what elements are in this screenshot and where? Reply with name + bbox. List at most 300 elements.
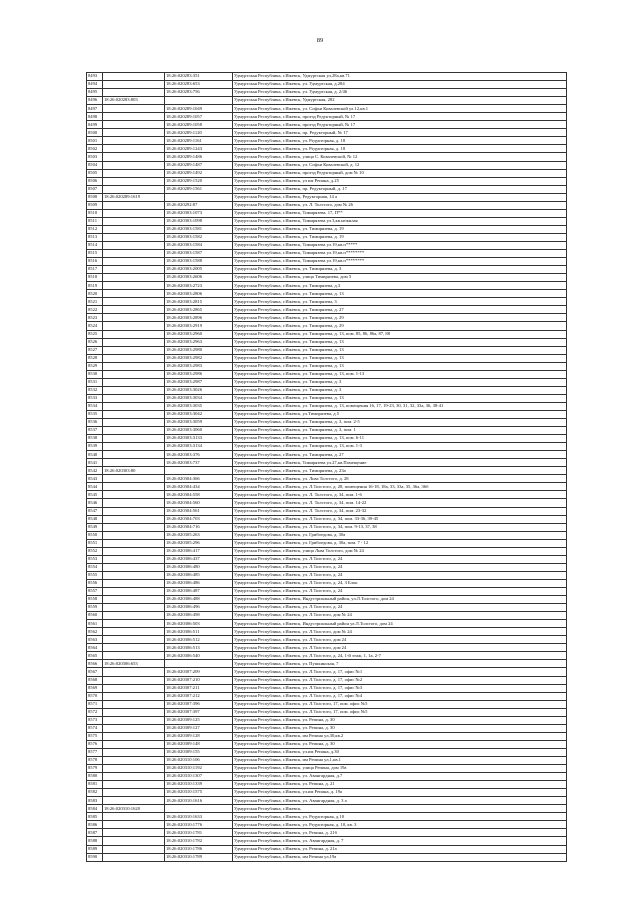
row-number-cell: 8493 <box>87 73 103 81</box>
table-row <box>87 81 567 89</box>
parcel-number-cell <box>103 837 165 845</box>
table-row <box>87 588 567 596</box>
row-number-cell: 8561 <box>87 620 103 628</box>
address-cell: Удмуртская Республика, г.Ижевск, ул. Удмуртская, д. 2/46 <box>233 89 567 97</box>
parcel-number-cell <box>103 73 165 81</box>
parcel-number-cell <box>103 354 165 362</box>
row-number-cell: 8534 <box>87 402 103 410</box>
table-row <box>87 209 567 217</box>
address-cell: Удмуртская Республика, г.Ижевск, ул. Репина, д. 21 <box>233 781 567 789</box>
row-number-cell: 8510 <box>87 209 103 217</box>
cadastral-number-cell: 18:26:020303:2865 <box>165 306 233 314</box>
address-cell: Удмуртская Республика, г.Ижевск, ул. Тимирязева, д. 3 <box>233 378 567 386</box>
table-row <box>87 563 567 571</box>
cadastral-number-cell: 18:26:020307:211 <box>165 684 233 692</box>
cadastral-number-cell: 18:26:020309:127 <box>165 724 233 732</box>
cadastral-number-cell: 18:26:020304:703 <box>165 515 233 523</box>
parcel-number-cell <box>103 732 165 740</box>
cadastral-number-cell: 18:26:020306:496 <box>165 604 233 612</box>
parcel-number-cell <box>103 748 165 756</box>
row-number-cell: 8507 <box>87 185 103 193</box>
row-number-cell: 8554 <box>87 563 103 571</box>
row-number-cell: 8567 <box>87 668 103 676</box>
row-number-cell: 8588 <box>87 837 103 845</box>
cadastral-number-cell: 18:26:020304:366 <box>165 475 233 483</box>
address-cell: Удмуртская Республика, г.Ижевск, улица Репина, дом 19а <box>233 765 567 773</box>
address-cell: Удмуртская Республика, г.Ижевск, ул. Л.Толстого, дом № 24 <box>233 612 567 620</box>
row-number-cell: 8514 <box>87 241 103 249</box>
table-row <box>87 483 567 491</box>
row-number-cell: 8581 <box>87 781 103 789</box>
parcel-number-cell <box>103 596 165 604</box>
address-cell: Удмуртская Республика, г.Ижевск, ул. Тимирязева, д. 27 <box>233 451 567 459</box>
parcel-number-cell <box>103 169 165 177</box>
table-row <box>87 467 567 475</box>
address-cell: Удмуртская Республика, г.Ижевск, им Репина ул,30,кв.2 <box>233 732 567 740</box>
table-row <box>87 250 567 258</box>
address-cell: Удмуртская Республика, г.Ижевск, пр. Редукторный, № 17 <box>233 129 567 137</box>
table-row <box>87 298 567 306</box>
address-cell: Удмуртская Республика, г.Ижевск, ул. Л. Толстого, д. 34, пом. 1-6 <box>233 491 567 499</box>
parcel-number-cell <box>103 209 165 217</box>
row-number-cell: 8564 <box>87 644 103 652</box>
table-row <box>87 306 567 314</box>
row-number-cell: 8520 <box>87 290 103 298</box>
parcel-number-cell <box>103 547 165 555</box>
address-cell: Удмуртская Республика, г.Ижевск, Тимирязева ул.3,кв.нежилая <box>233 217 567 225</box>
cadastral-number-cell: 18:26:020289:1120 <box>165 129 233 137</box>
table-row <box>87 362 567 370</box>
cadastral-number-cell: 18:26:020303:2982 <box>165 354 233 362</box>
table-row <box>87 97 567 105</box>
table-row <box>87 435 567 443</box>
parcel-number-cell: 18:26:020306:653 <box>103 660 165 668</box>
cadastral-number-cell: 18:26:020306:503 <box>165 620 233 628</box>
address-cell: Удмуртская Республика, г.Ижевск, ул. Л.Толстого, дом 24 <box>233 644 567 652</box>
parcel-number-cell <box>103 290 165 298</box>
table-row <box>87 845 567 853</box>
address-cell: Удмуртская Республика, г.Ижевск, проезд Редукторный, дом № 10 <box>233 169 567 177</box>
parcel-number-cell <box>103 499 165 507</box>
address-cell: Удмуртская Республика, г.Ижевск, ул. Редукторная, д. 18 <box>233 137 567 145</box>
parcel-number-cell <box>103 362 165 370</box>
row-number-cell: 8558 <box>87 596 103 604</box>
table-row <box>87 378 567 386</box>
cadastral-number-cell: 18:26:020303:2896 <box>165 314 233 322</box>
table-row <box>87 523 567 531</box>
row-number-cell: 8529 <box>87 362 103 370</box>
address-cell: Удмуртская Республика, г.Ижевск, ул. Тимирязева, д. 3, пом. 2-5 <box>233 419 567 427</box>
cadastral-number-cell: 18:26:020306:511 <box>165 628 233 636</box>
cadastral-number-cell: 18:26:020283:653 <box>165 81 233 89</box>
row-number-cell: 8543 <box>87 475 103 483</box>
address-cell: Удмуртская Республика, г.Ижевск, ул.им Репина, д. 19а <box>233 789 567 797</box>
address-cell: Удмуртская Республика, г.Ижевск, Удмуртская ул,28а,кв.71 <box>233 73 567 81</box>
address-cell: Удмуртская Республика, г.Ижевск, ул. Тимирязева, д. 13, помещения 16, 17, 19-23, 30, 31, 32, 33а, 36, 38-41 <box>233 402 567 410</box>
cadastral-number-cell: 18:26:020303:2005 <box>165 266 233 274</box>
table-row <box>87 555 567 563</box>
address-cell: Удмуртская Республика, г.Ижевск, ул. Тимирязева, д. 23а <box>233 467 567 475</box>
table-row <box>87 419 567 427</box>
address-cell: Удмуртская Республика, г.Ижевск, ул. Репина, д. 30 <box>233 716 567 724</box>
address-cell: Удмуртская Республика, г.Ижевск, им Репина ул,1,кв.1 <box>233 756 567 764</box>
table-row <box>87 660 567 668</box>
row-number-cell: 8502 <box>87 145 103 153</box>
parcel-number-cell <box>103 330 165 338</box>
parcel-number-cell <box>103 258 165 266</box>
table-row <box>87 459 567 467</box>
table-row <box>87 652 567 660</box>
address-cell: Удмуртская Республика, г.Ижевск, ул. Тимирязева, д. 19 <box>233 233 567 241</box>
row-number-cell: 8523 <box>87 314 103 322</box>
cadastral-number-cell: 18:26:020306:417 <box>165 547 233 555</box>
table-row <box>87 153 567 161</box>
cadastral-number-cell: 18:26:020289:1161 <box>165 137 233 145</box>
cadastral-number-cell: 18:26:020292:87 <box>165 201 233 209</box>
table-row <box>87 515 567 523</box>
address-cell: Удмуртская Республика, г.Ижевск, ул. Тимирязева, д. 13, пом. 1-13 <box>233 370 567 378</box>
parcel-number-cell <box>103 773 165 781</box>
cadastral-number-cell: 18:26:020306:488 <box>165 596 233 604</box>
row-number-cell: 8516 <box>87 258 103 266</box>
row-number-cell: 8583 <box>87 797 103 805</box>
table-row <box>87 410 567 418</box>
table-row <box>87 105 567 113</box>
parcel-number-cell <box>103 250 165 258</box>
cadastral-number-cell: 18:26:020303:3034 <box>165 394 233 402</box>
row-number-cell: 8576 <box>87 740 103 748</box>
row-number-cell: 8569 <box>87 684 103 692</box>
row-number-cell: 8540 <box>87 451 103 459</box>
row-number-cell: 8499 <box>87 121 103 129</box>
cadastral-number-cell: 18:26:020303:3026 <box>165 386 233 394</box>
row-number-cell: 8504 <box>87 161 103 169</box>
table-row <box>87 354 567 362</box>
address-cell: Удмуртская Республика, г.Ижевск, ул. Софьи Ковалевской ул.12,кв.1 <box>233 105 567 113</box>
address-cell: Удмуртская Республика, г.Ижевск, ул. Пушкинская, 7 <box>233 660 567 668</box>
address-cell: Удмуртская Республика, г.Ижевск, ул. Тимирязева, 3 <box>233 298 567 306</box>
parcel-number-cell <box>103 644 165 652</box>
address-cell: Удмуртская Республика, г.Ижевск, улица Тимирязева, дом 3 <box>233 274 567 282</box>
cadastral-number-cell: 18:26:020303:2919 <box>165 322 233 330</box>
table-row <box>87 475 567 483</box>
cadastral-number-cell: 18:26:020303:1587 <box>165 250 233 258</box>
table-row <box>87 499 567 507</box>
address-cell: Удмуртская Республика, г.Ижевск, ул. Л.Толстого, д. 24, 1-й этаж, 1, 1а, 2-7 <box>233 652 567 660</box>
cadastral-number-cell: 18:26:020289:1492 <box>165 169 233 177</box>
table-row <box>87 829 567 837</box>
table-row <box>87 604 567 612</box>
row-number-cell: 8587 <box>87 829 103 837</box>
parcel-number-cell <box>103 410 165 418</box>
address-cell: Удмуртская Республика, г.Ижевск, ул. Тимирязева, д. 13, пом. 85, 86, 86а, 87, 88 <box>233 330 567 338</box>
cadastral-number-cell: 18:26:020309:148 <box>165 740 233 748</box>
table-row <box>87 89 567 97</box>
address-cell: Удмуртская Республика, г.Ижевск, Индустриальный район, ул.Л.Толстого, дом 24 <box>233 596 567 604</box>
address-cell: Удмуртская Республика, г.Ижевск, ул. Л.Толстого, д. 24, 3 Блок <box>233 579 567 587</box>
cadastral-number-cell: 18:26:020307:209 <box>165 668 233 676</box>
address-cell: Удмуртская Республика, г.Ижевск, Тимирязева ул.27,кв.Помещение <box>233 459 567 467</box>
table-row <box>87 853 567 861</box>
address-cell: Удмуртская Республика, г.Ижевск, ул. Л. Толстого, д. 34, пом. 23-32 <box>233 507 567 515</box>
row-number-cell: 8497 <box>87 105 103 113</box>
address-cell: Удмуртская Республика, г.Ижевск, Тимирязева ул.19,кв.п***** <box>233 241 567 249</box>
address-cell: Удмуртская Республика, г.Ижевск, ул. Репина, д. 21б <box>233 829 567 837</box>
address-cell: Удмуртская Республика, г.Ижевск, ул. Л.Толстого, дом 24 <box>233 636 567 644</box>
row-number-cell: 8566 <box>87 660 103 668</box>
table-row <box>87 700 567 708</box>
cadastral-number-cell: 18:26:020307:396 <box>165 700 233 708</box>
parcel-number-cell <box>103 121 165 129</box>
table-row <box>87 805 567 813</box>
cadastral-number-cell: 18:26:020309:128 <box>165 732 233 740</box>
address-cell: Удмуртская Республика, г.Ижевск, Редукторная, 14 а <box>233 193 567 201</box>
cadastral-number-cell: 18:26:020306:486 <box>165 579 233 587</box>
cadastral-number-cell: 18:26:020304:558 <box>165 491 233 499</box>
table-row <box>87 628 567 636</box>
cadastral-number-cell: 18:26:020304:716 <box>165 523 233 531</box>
parcel-number-cell <box>103 789 165 797</box>
row-number-cell: 8589 <box>87 845 103 853</box>
parcel-number-cell <box>103 81 165 89</box>
row-number-cell: 8571 <box>87 700 103 708</box>
cadastral-number-cell: 18:26:020310:106 <box>165 756 233 764</box>
address-cell: Удмуртская Республика, г.Ижевск, ул. Л.Толстого, д. 24 <box>233 563 567 571</box>
cadastral-number-cell: 18:26:020309:155 <box>165 748 233 756</box>
parcel-number-cell <box>103 402 165 410</box>
row-number-cell: 8533 <box>87 394 103 402</box>
address-cell: Удмуртская Республика, г.Ижевск, ул. Удмуртская, д.284 <box>233 81 567 89</box>
cadastral-number-cell: 18:26:020307:397 <box>165 708 233 716</box>
cadastral-number-cell: 18:26:020306:540 <box>165 652 233 660</box>
parcel-number-cell <box>103 338 165 346</box>
row-number-cell: 8559 <box>87 604 103 612</box>
row-number-cell: 8500 <box>87 129 103 137</box>
table-row <box>87 322 567 330</box>
parcel-number-cell <box>103 386 165 394</box>
row-number-cell: 8562 <box>87 628 103 636</box>
cadastral-number-cell: 18:26:020306:485 <box>165 571 233 579</box>
address-cell: Удмуртская Республика, г.Ижевск, ул.Тимирязева, д.5 <box>233 410 567 418</box>
table-row <box>87 612 567 620</box>
table-row <box>87 692 567 700</box>
parcel-number-cell <box>103 515 165 523</box>
table-row <box>87 684 567 692</box>
parcel-number-cell <box>103 378 165 386</box>
cadastral-number-cell: 18:26:020303:2963 <box>165 338 233 346</box>
row-number-cell: 8552 <box>87 547 103 555</box>
parcel-number-cell <box>103 740 165 748</box>
cadastral-number-cell: 18:26:020310:1307 <box>165 773 233 781</box>
row-number-cell: 8565 <box>87 652 103 660</box>
address-cell: Удмуртская Республика, г.Ижевск, ул. Тимирязева, д.3 <box>233 282 567 290</box>
row-number-cell: 8528 <box>87 354 103 362</box>
cadastral-number-cell <box>165 805 233 813</box>
parcel-number-cell <box>103 153 165 161</box>
row-number-cell: 8503 <box>87 153 103 161</box>
row-number-cell: 8570 <box>87 692 103 700</box>
parcel-number-cell: 18:26:020283:803 <box>103 97 165 105</box>
row-number-cell: 8542 <box>87 467 103 475</box>
row-number-cell: 8550 <box>87 531 103 539</box>
parcel-number-cell <box>103 322 165 330</box>
address-cell: Удмуртская Республика, г.Ижевск, Тимирязева ул.19,кв.п******** <box>233 258 567 266</box>
table-row <box>87 781 567 789</box>
row-number-cell: 8517 <box>87 266 103 274</box>
parcel-number-cell <box>103 443 165 451</box>
address-cell: Удмуртская Республика, г.Ижевск, ул. Л.Толстого, д. 24 <box>233 571 567 579</box>
parcel-number-cell <box>103 177 165 185</box>
row-number-cell: 8506 <box>87 177 103 185</box>
row-number-cell: 8518 <box>87 274 103 282</box>
parcel-number-cell <box>103 233 165 241</box>
address-cell: Удмуртская Республика, г.Ижевск, ул. Тимирязева, д. 13 <box>233 290 567 298</box>
parcel-number-cell: 18:26:020289:1619 <box>103 193 165 201</box>
parcel-number-cell <box>103 571 165 579</box>
parcel-number-cell <box>103 475 165 483</box>
row-number-cell: 8575 <box>87 732 103 740</box>
parcel-number-cell <box>103 185 165 193</box>
parcel-number-cell <box>103 845 165 853</box>
parcel-number-cell: 18:26:020303:80 <box>103 467 165 475</box>
cadastral-number-cell: 18:26:020303:1588 <box>165 258 233 266</box>
table-row <box>87 113 567 121</box>
address-cell: Удмуртская Республика, г.Ижевск, Удмуртская, 282 <box>233 97 567 105</box>
row-number-cell: 8590 <box>87 853 103 861</box>
cadastral-number-cell: 18:26:020304:561 <box>165 507 233 515</box>
parcel-number-cell <box>103 781 165 789</box>
cadastral-number-cell: 18:26:020310:1575 <box>165 789 233 797</box>
page-number: 89 <box>316 37 324 44</box>
address-cell: Удмуртская Республика, г.Ижевск, ул. Редукторная, д. 18 <box>233 145 567 153</box>
parcel-number-cell <box>103 853 165 861</box>
parcel-number-cell <box>103 113 165 121</box>
cadastral-number-cell: 18:26:020309:125 <box>165 716 233 724</box>
address-cell: Удмуртская Республика, г.Ижевск, ул. Л. Толстого, д. 34, пом. 14-22 <box>233 499 567 507</box>
cadastral-number-cell: 18:26:020283:756 <box>165 89 233 97</box>
cadastral-number-cell: 18:26:020306:513 <box>165 644 233 652</box>
address-cell: Удмуртская Республика, г.Ижевск, <box>233 805 567 813</box>
parcel-number-cell <box>103 829 165 837</box>
address-cell: Удмуртская Республика, г.Ижевск, проезд Редукторный, № 17 <box>233 121 567 129</box>
address-cell: Удмуртская Республика, г.Ижевск, ул. Редукторная, д. 10, кв. 3 <box>233 821 567 829</box>
cadastral-number-cell: 18:26:020289:1049 <box>165 105 233 113</box>
table-row <box>87 145 567 153</box>
address-cell: Удмуртская Республика, г.Ижевск, ул. Тимирязева, д. 29 <box>233 314 567 322</box>
address-cell: Удмуртская Республика, г.Ижевск, пр. Редукторный, д. 17 <box>233 185 567 193</box>
cadastral-number-cell: 18:26:020303:1073 <box>165 209 233 217</box>
row-number-cell: 8582 <box>87 789 103 797</box>
cadastral-number-cell: 18:26:020303:2986 <box>165 370 233 378</box>
row-number-cell: 8511 <box>87 217 103 225</box>
row-number-cell: 8546 <box>87 499 103 507</box>
row-number-cell: 8532 <box>87 386 103 394</box>
table-row <box>87 491 567 499</box>
table-row <box>87 266 567 274</box>
parcel-number-cell <box>103 435 165 443</box>
cadastral-number-cell: 18:26:020303:1582 <box>165 233 233 241</box>
address-cell: Удмуртская Республика, г.Ижевск, Тимирязева, 17, П** <box>233 209 567 217</box>
address-cell: Удмуртская Республика, г.Ижевск, ул. Л.Толстого, д. 17, офис №1 <box>233 668 567 676</box>
address-cell: Удмуртская Республика, г.Ижевск, улица С. Ковалевской, № 12 <box>233 153 567 161</box>
table-row <box>87 427 567 435</box>
cadastral-number-cell: 18:26:020289:1057 <box>165 113 233 121</box>
cadastral-number-cell: 18:26:020310:1786 <box>165 845 233 853</box>
table-row <box>87 813 567 821</box>
cadastral-number-cell: 18:26:020304:434 <box>165 483 233 491</box>
parcel-number-cell <box>103 459 165 467</box>
address-cell: Удмуртская Республика, г.Ижевск, ул. Тимирязева, д. 13, пом. 6-11 <box>233 435 567 443</box>
row-number-cell: 8585 <box>87 813 103 821</box>
address-cell: Удмуртская Республика, г.Ижевск, проезд Редукторный, № 17 <box>233 113 567 121</box>
table-row <box>87 169 567 177</box>
parcel-number-cell <box>103 137 165 145</box>
cadastral-number-cell <box>165 660 233 668</box>
cadastral-number-cell: 18:26:020306:498 <box>165 612 233 620</box>
parcel-number-cell <box>103 765 165 773</box>
row-number-cell: 8557 <box>87 588 103 596</box>
table-row <box>87 596 567 604</box>
table-row <box>87 73 567 81</box>
table-row <box>87 507 567 515</box>
row-number-cell: 8521 <box>87 298 103 306</box>
table-row <box>87 724 567 732</box>
row-number-cell: 8535 <box>87 410 103 418</box>
cadastral-number-cell: 18:26:020310:1633 <box>165 813 233 821</box>
parcel-number-cell <box>103 579 165 587</box>
address-cell: Удмуртская Республика, г.Ижевск, ул. Софьи Ковалевской, д. 12 <box>233 161 567 169</box>
parcel-number-cell <box>103 266 165 274</box>
row-number-cell: 8501 <box>87 137 103 145</box>
row-number-cell: 8579 <box>87 765 103 773</box>
address-cell: Удмуртская Республика, г.Ижевск, ул. Л.Толстого, д. 17, офис №4 <box>233 692 567 700</box>
table-row <box>87 797 567 805</box>
table-row <box>87 837 567 845</box>
parcel-number-cell <box>103 531 165 539</box>
cadastral-number-cell: 18:26:020289:1487 <box>165 161 233 169</box>
cadastral-number-cell: 18:26:020289:1561 <box>165 185 233 193</box>
table-row <box>87 217 567 225</box>
row-number-cell: 8526 <box>87 338 103 346</box>
table-row <box>87 636 567 644</box>
parcel-number-cell <box>103 217 165 225</box>
row-number-cell: 8522 <box>87 306 103 314</box>
parcel-number-cell <box>103 306 165 314</box>
table-row <box>87 765 567 773</box>
cadastral-number-cell <box>165 97 233 105</box>
cadastral-number-cell: 18:26:020306:487 <box>165 588 233 596</box>
parcel-number-cell <box>103 201 165 209</box>
cadastral-number-cell: 18:26:020303:2987 <box>165 378 233 386</box>
address-cell: Удмуртская Республика, г.Ижевск, ул. Л.Толстого, 17, пом. офис №5 <box>233 700 567 708</box>
table-row <box>87 789 567 797</box>
address-cell: Удмуртская Республика, г.Ижевск, ул. Репина, д. 21а <box>233 845 567 853</box>
parcel-number-cell <box>103 813 165 821</box>
table-row <box>87 233 567 241</box>
address-cell: Удмуртская Республика, г.Ижевск, ул. Тимирязева, д. 13 <box>233 362 567 370</box>
row-number-cell: 8536 <box>87 419 103 427</box>
row-number-cell: 8544 <box>87 483 103 491</box>
parcel-number-cell <box>103 105 165 113</box>
row-number-cell: 8494 <box>87 81 103 89</box>
table-row <box>87 394 567 402</box>
parcel-number-cell <box>103 676 165 684</box>
table-row <box>87 402 567 410</box>
parcel-number-cell <box>103 483 165 491</box>
table-row <box>87 338 567 346</box>
address-cell: Удмуртская Республика, г.Ижевск, ул. Тимирязева, д. 13 <box>233 354 567 362</box>
row-number-cell: 8572 <box>87 708 103 716</box>
